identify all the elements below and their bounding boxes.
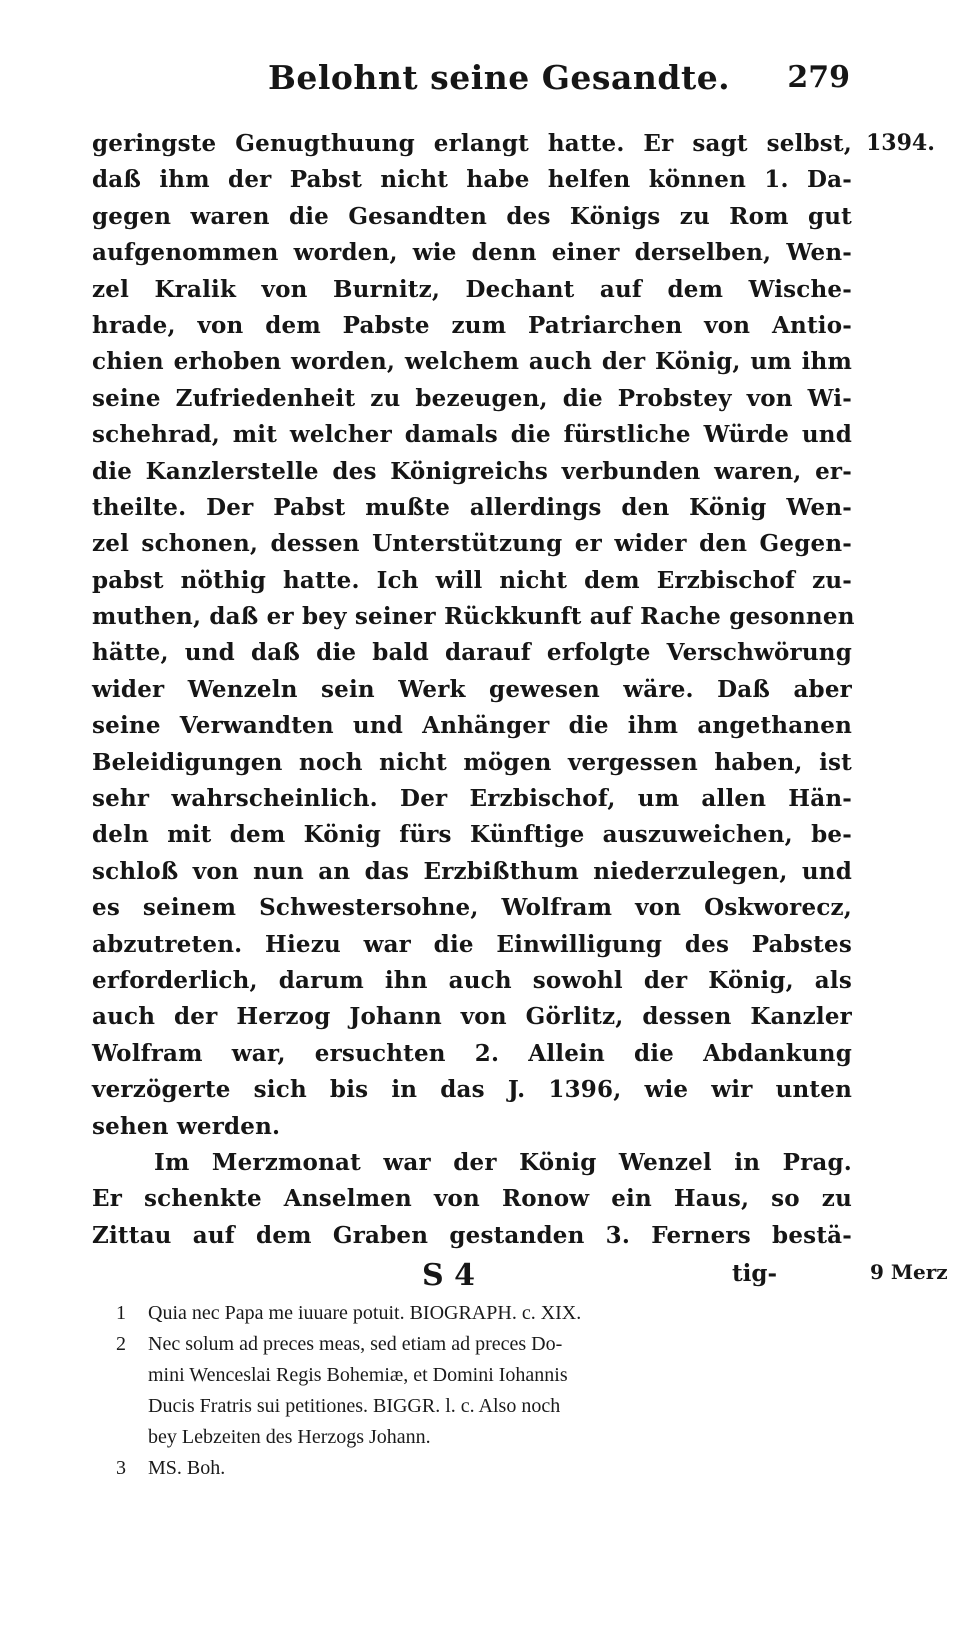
text-line: seine Zufriedenheit zu bezeugen, die Probstey von Wi- [92,384,852,412]
paragraph-first-line: Im Merzmonat war der König Wenzel in Prag. [154,1148,852,1176]
footnote-2 [116,1329,846,1453]
text-line: daß ihm der Pabst nicht habe helfen können 1. Da- [92,166,852,194]
printer-signature: S 4 [422,1258,475,1293]
text-line: erforderlich, darum ihn auch sowohl der König, als [92,966,852,994]
page-header [268,52,868,112]
text-line: chien erhoben worden, welchem auch der König, um ihm [92,348,852,376]
text-line: deln mit dem König fürs Künftige auszuweichen, be- [92,821,852,849]
text-line: muthen, daß er bey seiner Rückkunft auf Rache gesonnen [92,603,855,631]
footnote-text: MS. Boh. [148,1457,226,1479]
signature-line [92,1254,852,1294]
text-line: theilte. Der Pabst mußte allerdings den König Wen- [92,493,852,521]
text-line: zel Kralik von Burnitz, Dechant auf dem Wische- [92,275,852,303]
text-line: seine Verwandten und Anhänger die ihm angethanen [92,712,852,740]
text-line: hrade, von dem Pabste zum Patriarchen von Antio- [92,311,852,339]
text-line: Er schenkte Anselmen von Ronow ein Haus, so zu [92,1185,852,1213]
text-line: die Kanzlerstelle des Königreichs verbunden waren, er- [92,457,852,485]
text-line: verzögerte sich bis in das J. 1396, wie wir unten [92,1076,852,1104]
footnote-number: 1 [116,1302,126,1324]
text-line: Zittau auf dem Graben gestanden 3. Ferners bestä- [92,1221,852,1249]
footnote-text: Quia nec Papa me iuuare potuit. BIOGRAPH. c. XIX. [148,1302,582,1324]
text-line: geringste Genugthuung erlangt hatte. Er sagt selbst, [92,130,852,157]
text-line: auch der Herzog Johann von Görlitz, dessen Kanzler [92,1003,852,1031]
text-line: Wolfram war, ersuchten 2. Allein die Abdankung [92,1039,852,1067]
text-line: hätte, und daß die bald darauf erfolgte Verschwörung [92,639,852,667]
text-line: sehen werden. [92,1112,281,1140]
text-line: wider Wenzeln sein Werk gewesen wäre. Daß aber [92,675,852,703]
footnote-text: mini Wenceslai Regis Bohemiæ, et Domini Iohannis [148,1364,568,1386]
text-line: abzutreten. Hiezu war die Einwilligung des Pabstes [92,930,852,958]
text-line: es seinem Schwestersohne, Wolfram von Oskworecz, [92,894,852,922]
text-line: Beleidigungen noch nicht mögen vergessen haben, ist [92,748,852,776]
text-line: aufgenommen worden, wie denn einer derselben, Wen- [92,239,852,267]
footnote-3 [116,1453,846,1484]
page-number: 279 [787,60,850,95]
text-line: gegen waren die Gesandten des Königs zu Rom gut [92,202,852,230]
text-line: zel schonen, dessen Unterstützung er wider den Gegen- [92,530,852,558]
footnote-number: 2 [116,1333,126,1355]
text-line: schehrad, mit welcher damals die fürstliche Würde und [92,421,852,449]
catchword: tig- [732,1260,777,1287]
footnote-text: bey Lebzeiten des Herzogs Johann. [148,1426,431,1448]
margin-note-year: 1394. [866,130,935,156]
footnote-1 [116,1298,846,1329]
text-line: pabst nöthig hatte. Ich will nicht dem Erzbischof zu- [92,566,852,594]
footnote-text: Nec solum ad preces meas, sed etiam ad preces Do- [148,1333,563,1355]
footnotes [116,1298,846,1484]
running-title: Belohnt seine Gesandte. [268,58,731,97]
footnote-number: 3 [116,1457,126,1479]
text-line: schloß von nun an das Erzbißthum niederzulegen, und [92,857,852,885]
footnote-text: Ducis Fratris sui petitiones. BIGGR. l. c. Also noch [148,1395,561,1417]
text-line: sehr wahrscheinlich. Der Erzbischof, um allen Hän- [92,785,852,813]
margin-note-date: 9 Merz [870,1260,948,1284]
body-text [92,126,855,1254]
